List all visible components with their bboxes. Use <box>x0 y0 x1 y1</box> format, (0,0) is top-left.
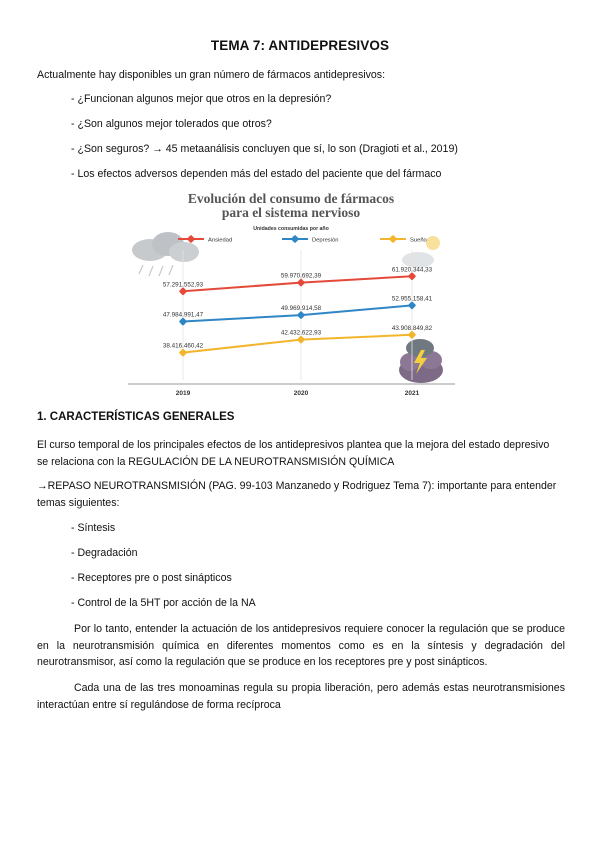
legend-label: Depresión <box>312 237 339 244</box>
data-label: 43.908.849,82 <box>391 324 433 332</box>
chart-title-line1: Evolución del consumo de fármacos <box>187 191 395 206</box>
data-label: 61.920.344,33 <box>391 266 433 274</box>
data-label: 52.955.158,41 <box>391 295 433 303</box>
paragraph-line: se relaciona con la REGULACIÓN DE LA NEUROTRANSMISIÓN QUÍMICA <box>37 455 395 468</box>
legend-label: Sueño <box>410 237 427 244</box>
list-item: - Control de la 5HT por acción de la NA <box>71 597 256 609</box>
list-item: - Receptores pre o post sinápticos <box>71 572 232 584</box>
legend-marker <box>389 235 397 243</box>
brain-storm-icon <box>399 339 443 383</box>
legend-marker <box>291 235 299 243</box>
list-item: - ¿Son seguros? → 45 metaanálisis concluyen que sí, lo son (Dragioti et al., 2019) <box>71 143 458 155</box>
list-item: - Degradación <box>71 547 138 559</box>
page-title: TEMA 7: ANTIDEPRESIVOS <box>210 38 390 53</box>
intro-text: Actualmente hay disponibles un gran número de fármacos antidepresivos: <box>37 69 386 81</box>
drug-consumption-chart <box>128 190 455 398</box>
data-point <box>408 331 416 339</box>
data-point <box>297 335 305 343</box>
paragraph-line: temas siguientes: <box>37 496 120 509</box>
paragraph-3: Por lo tanto, entender la actuación de los antidepresivos requiere conocer la regulación que se produce en la neurotransmisión química en diferentes momentos como es en la síntesis y degradación del neurotransmisor, así como la regulación que se produce en los receptores pre y post sinápticos. <box>37 623 565 668</box>
list-item: - ¿Funcionan algunos mejor que otros en la depresión? <box>71 93 332 105</box>
data-point <box>179 317 187 325</box>
x-tick-label: 2021 <box>404 390 420 397</box>
chart-svg <box>128 190 455 398</box>
legend-marker <box>187 235 195 243</box>
data-point <box>179 287 187 295</box>
data-point <box>297 311 305 319</box>
data-point <box>408 272 416 280</box>
paragraph-line: →REPASO NEUROTRANSMISIÓN (PAG. 99-103 Manzanedo y Rodriguez Tema 7): importante para entender <box>37 480 557 492</box>
data-point <box>179 348 187 356</box>
paragraph-4: Cada una de las tres monoaminas regula su propia liberación, pero además estas neurotransmisiones interactúan entre sí regulándose de forma recíproca <box>37 682 565 711</box>
data-label: 38.416.460,42 <box>162 342 204 350</box>
data-point <box>297 278 305 286</box>
chart-title-line2: para el sistema nervioso <box>221 205 361 220</box>
paragraph-2 <box>37 478 565 511</box>
data-label: 49.969.914,58 <box>280 305 322 313</box>
paragraph-1 <box>37 437 565 470</box>
x-tick-label: 2019 <box>175 390 191 397</box>
data-label: 57.291.552,93 <box>162 281 204 289</box>
data-label: 47.984.991,47 <box>162 311 204 319</box>
data-label: 42.432.622,93 <box>280 329 322 337</box>
list-item: - Síntesis <box>71 522 116 534</box>
section-heading: 1. CARACTERÍSTICAS GENERALES <box>37 411 235 423</box>
chart-subtitle: Unidades consumidas por año <box>253 226 329 232</box>
data-point <box>408 301 416 309</box>
list-item: - Los efectos adversos dependen más del estado del paciente que del fármaco <box>71 168 442 180</box>
legend-label: Ansiedad <box>208 237 233 244</box>
paragraph-line: El curso temporal de los principales efectos de los antidepresivos plantea que la mejora del estado depresivo <box>37 439 550 451</box>
data-label: 59.970.692,39 <box>280 272 322 280</box>
series-line <box>183 335 412 353</box>
x-tick-label: 2020 <box>293 390 309 397</box>
list-item: - ¿Son algunos mejor tolerados que otros? <box>71 118 272 130</box>
